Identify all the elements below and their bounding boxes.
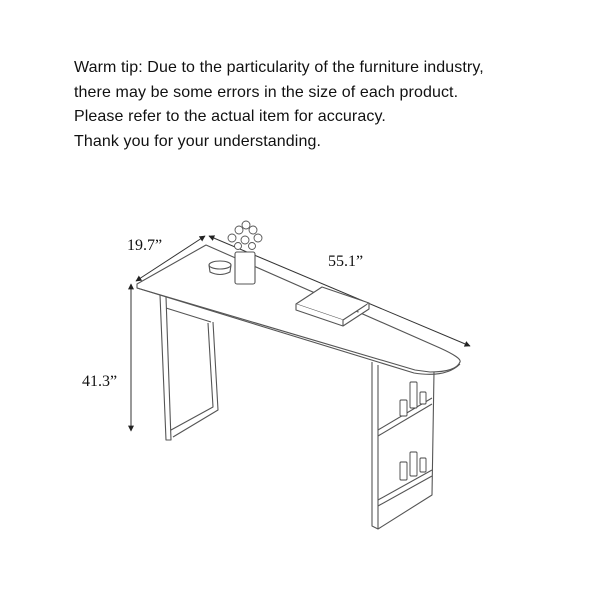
warm-tip-line-3: Please refer to the actual item for accuracy. bbox=[74, 108, 386, 125]
bottle-icon bbox=[420, 458, 426, 472]
bottle-icon bbox=[400, 462, 407, 480]
bottle-icon bbox=[410, 452, 417, 476]
flowers-icon bbox=[228, 221, 262, 250]
bottle-icon bbox=[400, 400, 407, 416]
warm-tip-line-4: Thank you for your understanding. bbox=[74, 132, 322, 150]
length-label: 55.1” bbox=[328, 253, 364, 270]
bottle-icon bbox=[420, 392, 426, 404]
depth-label: 19.7” bbox=[127, 237, 163, 254]
shelf-bottles bbox=[400, 382, 426, 480]
bowl-icon bbox=[209, 261, 231, 269]
vase-icon bbox=[235, 252, 255, 284]
height-label: 41.3” bbox=[82, 373, 118, 390]
bottle-icon bbox=[410, 382, 417, 408]
table-illustration bbox=[137, 221, 460, 529]
warm-tip-line-2: there may be some errors in the size of each product. bbox=[74, 83, 459, 101]
warm-tip-line-1: Warm tip: Due to the particularity of the furniture industry, bbox=[74, 59, 484, 76]
left-leg bbox=[160, 295, 218, 440]
